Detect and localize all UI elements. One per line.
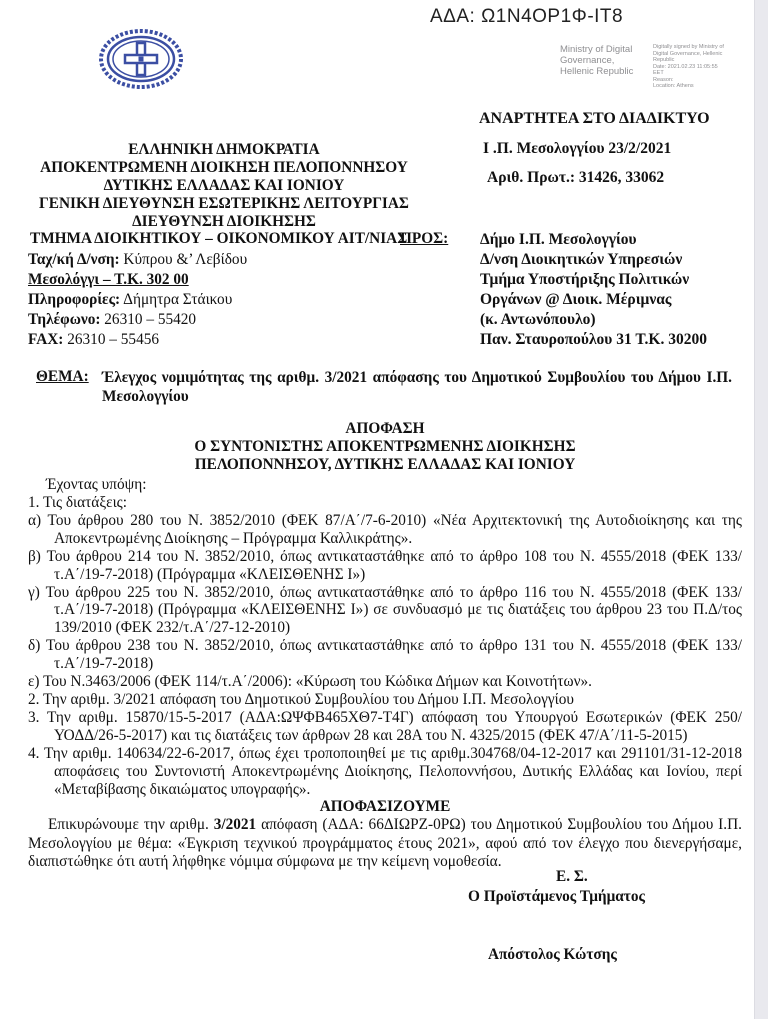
authority-line: ΕΛΛΗΝΙΚΗ ΔΗΜΟΚΡΑΤΙΑ bbox=[128, 141, 320, 158]
contact-line-address bbox=[28, 250, 247, 270]
contact-line-info bbox=[28, 290, 247, 310]
ada-code: ΑΔΑ: Ω1Ν4ΟΡ1Φ-ΙΤ8 bbox=[430, 6, 624, 27]
contact-label: Ταχ/κή Δ/νση: bbox=[28, 251, 120, 268]
stamp-detail-line: Digital Governance, Hellenic bbox=[653, 50, 723, 57]
stamp-detail-line: Date: 2021.02.23 11:05:55 bbox=[653, 63, 718, 70]
stamp-detail-line: EET bbox=[653, 70, 664, 76]
recipient-line: Δήμο Ι.Π. Μεσολογγίου bbox=[480, 231, 637, 248]
contact-label: Πληροφορίες: bbox=[28, 291, 121, 308]
pros-label: ΠΡΟΣ: bbox=[400, 230, 449, 247]
contact-block bbox=[28, 250, 247, 350]
legal-basis-list bbox=[28, 494, 742, 798]
list-item: ε) Του Ν.3463/2006 (ΦΕΚ 114/τ.Α΄/2006): «Κύρωση του Κώδικα Δήμων και Κοινοτήτων». bbox=[28, 673, 592, 691]
decision-heading-line: ΑΠΟΦΑΣΗ bbox=[345, 420, 425, 437]
contact-line-phone bbox=[28, 310, 247, 330]
authority-line: ΔΥΤΙΚΗΣ ΕΛΛΑΔΑΣ ΚΑΙ ΙΟΝΙΟΥ bbox=[103, 177, 345, 194]
protocol-number: Αριθ. Πρωτ.: 31426, 33062 bbox=[487, 169, 665, 186]
decision-heading-line: Ο ΣΥΝΤΟΝΙΣΤΗΣ ΑΠΟΚΕΝΤΡΩΜΕΝΗΣ ΔΙΟΙΚΗΣΗΣ bbox=[194, 438, 576, 455]
recipient-line: Δ/νση Διοικητικών Υπηρεσιών bbox=[480, 251, 683, 268]
ratification-paragraph bbox=[28, 816, 742, 871]
stamp-signer bbox=[560, 44, 648, 90]
contact-label: FAX: bbox=[28, 331, 64, 348]
signer-title: Ο Προϊστάμενος Τμήματος bbox=[468, 888, 645, 905]
list-item: β) Του άρθρου 214 του Ν. 3852/2010, όπως αντικαταστάθηκε από το άρθρο 108 του Ν. 4555/2018 (ΦΕΚ 133/τ.Α΄/19-7-2018) (Πρόγραμμα «ΚΛΕΙΣΘΕΝΗΣ Ι») bbox=[28, 547, 742, 583]
document-body bbox=[28, 368, 742, 871]
authority-line: ΓΕΝΙΚΗ ΔΙΕΥΘΥΝΣΗ ΕΣΩΤΕΡΙΚΗΣ ΛΕΙΤΟΥΡΓΙΑΣ bbox=[39, 195, 409, 212]
stamp-detail-line: Republic bbox=[653, 57, 675, 63]
place-and-date: Ι .Π. Μεσολογγίου 23/2/2021 bbox=[483, 140, 672, 157]
recipient-block bbox=[480, 230, 750, 350]
stamp-detail-line: Location: Athens bbox=[653, 83, 694, 89]
hellenic-republic-emblem-icon bbox=[98, 28, 184, 90]
subject-label: ΘΕΜΑ: bbox=[36, 368, 89, 385]
recipient-line: Παν. Σταυροπούλου 31 Τ.Κ. 30200 bbox=[480, 331, 707, 348]
contact-value: Δήμητρα Στάικου bbox=[120, 291, 233, 308]
city-postal-line: Μεσολόγγι – Τ.Κ. 302 00 bbox=[28, 271, 189, 288]
department-name: ΤΜΗΜΑ ΔΙΟΙΚΗΤΙΚΟΥ – ΟΙΚΟΝΟΜΙΚΟΥ ΑΙΤ/ΝΙΑΣ bbox=[30, 230, 408, 247]
decision-heading bbox=[28, 420, 742, 474]
contact-value: 26310 – 55456 bbox=[63, 331, 160, 348]
digital-signature-stamp bbox=[560, 44, 756, 90]
subject-text: Έλεγχος νομιμότητας της αριθμ. 3/2021 απόφασης του Δημοτικού Συμβουλίου του Δήμου Ι.Π. Μεσολογγίου bbox=[102, 369, 732, 405]
list-item: α) Του άρθρου 280 του Ν. 3852/2010 (ΦΕΚ 87/Α΄/7-6-2010) «Νέα Αρχιτεκτονική της Αυτοδιοίκησης και της Αποκεντρωμένης Διοίκησης – Πρόγραμμα Καλλικράτης». bbox=[28, 511, 742, 547]
decision-number: 3/2021 bbox=[213, 816, 257, 834]
stamp-details bbox=[653, 44, 753, 90]
scan-edge-strip bbox=[754, 0, 768, 1019]
list-item: 4. Την αριθμ. 140634/22-6-2017, όπως έχει τροποποιηθεί με τις αριθμ.304768/04-12-2017 και 291101/31-12-2018 αποφάσεις του Συντονιστή Αποκεντρωμένης Διοίκησης, Πελοποννήσου, Δυτικής Ελλάδας και Ιονίου, περί «Μεταβίβασης δικαιώματος υπογραφής». bbox=[28, 744, 742, 798]
recipient-line: (κ. Αντωνόπουλο) bbox=[480, 311, 596, 328]
subject-block bbox=[28, 368, 742, 406]
stamp-detail-line: Digitally signed by Ministry of bbox=[653, 44, 724, 50]
signer-name: Απόστολος Κώτσης bbox=[488, 946, 617, 963]
authority-line: ΔΙΕΥΘΥΝΣΗ ΔΙΟΙΚΗΣΗΣ bbox=[132, 213, 316, 230]
list-item: γ) Του άρθρου 225 του Ν. 3852/2010, όπως αντικαταστάθηκε από το άρθρο 116 του Ν. 4555/2018 (ΦΕΚ 133/τ.Α΄/19-7-2018) (Πρόγραμμα «ΚΛΕΙΣΘΕΝΗΣ Ι») σε συνδυασμό με τις διατάξεις του άρθρου 23 του Π.Δ/τος 139/2010 (ΦΕΚ 232/τ.Α΄/27-12-2010) bbox=[28, 583, 742, 637]
decision-heading-line: ΠΕΛΟΠΟΝΝΗΣΟΥ, ΔΥΤΙΚΗΣ ΕΛΛΑΔΑΣ ΚΑΙ ΙΟΝΙΟΥ bbox=[194, 456, 576, 473]
list-item: 2. Την αριθμ. 3/2021 απόφαση του Δημοτικού Συμβουλίου του Δήμου Ι.Π. Μεσολογγίου bbox=[28, 690, 574, 708]
stamp-signer-line: Governance, bbox=[560, 55, 615, 66]
es-abbreviation: Ε. Σ. bbox=[556, 868, 588, 885]
decide-heading: ΑΠΟΦΑΣΙΖΟΥΜΕ bbox=[319, 798, 451, 816]
list-item: 3. Την αριθμ. 15870/15-5-2017 (ΑΔΑ:ΩΨΦΒ465ΧΘ7-Τ4Γ) απόφαση του Υπουργού Εσωτερικών (ΦΕΚ 250/ΥΟΔΔ/26-5-2017) και τις διατάξεις των άρθρων 28 και 28Α του Ν. 4325/2015 (ΦΕΚ 47/Α΄/11-5-2015) bbox=[28, 708, 742, 744]
authority-line: ΑΠΟΚΕΝΤΡΩΜΕΝΗ ΔΙΟΙΚΗΣΗ ΠΕΛΟΠΟΝΝΗΣΟΥ bbox=[40, 159, 408, 176]
contact-label: Τηλέφωνο: bbox=[28, 311, 101, 328]
list-item: 1. Τις διατάξεις: bbox=[28, 494, 127, 511]
stamp-signer-line: Hellenic Republic bbox=[560, 66, 634, 77]
paragraph-text: απόφαση (ΑΔΑ: 66ΔΙΩΡΖ-0ΡΩ) του Δημοτικού Συμβουλίου του Δήμου Ι.Π. Μεσολογγίου με θέμα: «Έγκριση τεχνικού προγράμματος έτους 2021», αφού από τον έλεγχο που διενεργήσαμε, διαπιστώθηκε ότι αυτή λήφθηκε νόμιμα σύμφωνα με την κείμενη νομοθεσία. bbox=[28, 816, 742, 870]
stamp-detail-line: Reason: bbox=[653, 76, 674, 83]
contact-line-fax bbox=[28, 330, 247, 350]
contact-value: Κύπρου &’ Λεβίδου bbox=[119, 251, 248, 268]
posted-online-label: ΑΝΑΡΤΗΤΕΑ ΣΤΟ ΔΙΑΔΙΚΤΥΟ bbox=[479, 110, 710, 127]
recipient-line: Τμήμα Υποστήριξης Πολιτικών bbox=[480, 271, 690, 288]
recipient-line: Οργάνων @ Διοικ. Μέριμνας bbox=[480, 291, 672, 308]
paragraph-text: Επικυρώνουμε την αριθμ. bbox=[48, 816, 214, 834]
issuing-authority-block bbox=[8, 141, 440, 231]
list-item: δ) Του άρθρου 238 του Ν. 3852/2010, όπως αντικαταστάθηκε από το άρθρο 131 του Ν. 4555/2018 (ΦΕΚ 133/τ.Α΄/19-7-2018) bbox=[28, 637, 742, 673]
contact-value: 26310 – 55420 bbox=[100, 311, 197, 328]
having-regard-line: Έχοντας υπόψη: bbox=[46, 476, 147, 493]
stamp-signer-line: Ministry of Digital bbox=[560, 44, 633, 55]
